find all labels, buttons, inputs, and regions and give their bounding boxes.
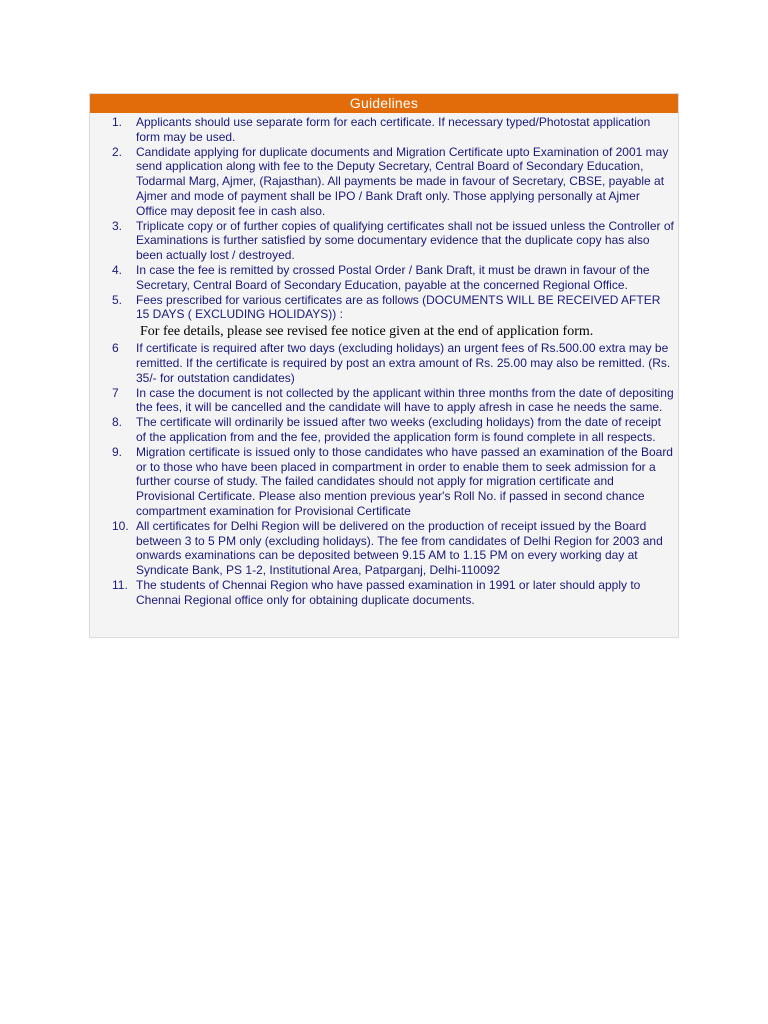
guideline-item-3	[90, 219, 678, 263]
guideline-text: Triplicate copy or of further copies of qualifying certificates shall not be issued unless the Controller of Examinations is further satisfied by some documentary evidence that the duplicate copy has also been actually lost / destroyed.	[136, 218, 674, 263]
guidelines-list	[90, 113, 678, 608]
guideline-item-6	[90, 341, 678, 385]
guideline-number: 7	[112, 385, 119, 400]
guideline-text: All certificates for Delhi Region will be delivered on the production of receipt issued by the Board between 3 to 5 PM only (excluding holidays). The fee from candidates of Delhi Region for 2003 and onwards examinations can be deposited between 9.15 AM to 1.15 PM on every working day at Syndicate Bank, PS 1-2, Institutional Area, Patparganj, Delhi-110092	[136, 518, 663, 578]
guideline-item-2	[90, 145, 678, 219]
guideline-text: In case the fee is remitted by crossed Postal Order / Bank Draft, it must be drawn in favour of the Secretary, Central Board of Secondary Education, payable at the concerned Regional Office.	[136, 262, 650, 292]
guideline-number: 8.	[112, 415, 123, 430]
guideline-item-4	[90, 263, 678, 293]
guideline-number: 10.	[112, 518, 129, 533]
guideline-text: Candidate applying for duplicate documents and Migration Certificate upto Examination of 2001 may send application along with fee to the Deputy Secretary, Central Board of Secondary Education, Todarmal Marg, Ajmer, (Rajasthan). All payments be made in favour of Secretary, CBSE, payable at Ajmer and mode of payment shall be IPO / Bank Draft only. Those applying personally at Ajmer Office may deposit fee in cash also.	[136, 144, 669, 218]
guidelines-panel	[89, 93, 679, 638]
fee-details-note: For fee details, please see revised fee notice given at the end of application form.	[140, 324, 594, 340]
guideline-number: 1.	[112, 115, 123, 129]
guideline-item-5	[90, 293, 678, 323]
guideline-item-10	[90, 519, 678, 578]
guideline-number: 6	[112, 341, 119, 356]
guideline-number: 9.	[112, 444, 123, 459]
guideline-text: Migration certificate is issued only to those candidates who have passed an examination of the Board or to those who have been placed in compartment in order to enable them to seek admission for a further course of study. The failed candidates should not apply for migration certificate and Provisional Certificate. Please also mention previous year's Roll No. if passed in second chance compartment examination for Provisional Certificate	[136, 444, 673, 518]
guideline-text: In case the document is not collected by the applicant within three months from the date of depositing the fees, it will be cancelled and the candidate will have to apply afresh in case he needs the same.	[136, 385, 674, 415]
guideline-item-7	[90, 386, 678, 416]
guideline-text: The certificate will ordinarily be issued after two weeks (excluding holidays) from the date of receipt of the application from and the fee, provided the application form is found complete in all respects.	[136, 415, 661, 444]
guideline-item-11	[90, 578, 678, 608]
guideline-item-1	[90, 115, 678, 145]
guideline-number: 3.	[112, 218, 123, 233]
guideline-number: 11.	[112, 577, 128, 592]
guideline-number: 5.	[112, 292, 123, 307]
guideline-text: The students of Chennai Region who have passed examination in 1991 or later should apply to Chennai Regional office only for obtaining duplicate documents.	[136, 577, 641, 607]
guideline-text: Fees prescribed for various certificates are as follows (DOCUMENTS WILL BE RECEIVED AFTER 15 DAYS ( EXCLUDING HOLIDAYS)) :	[136, 292, 661, 322]
guideline-item-8	[90, 415, 678, 445]
guideline-item-9	[90, 445, 678, 519]
guideline-number: 4.	[112, 262, 123, 277]
guideline-text: Applicants should use separate form for each certificate. If necessary typed/Photostat application form may be used.	[136, 115, 651, 144]
guideline-number: 2.	[112, 144, 123, 159]
guidelines-header: Guidelines	[90, 94, 678, 113]
guideline-text: If certificate is required after two days (excluding holidays) an urgent fees of Rs.500.00 extra may be remitted. If the certificate is required by post an extra amount of Rs. 25.00 may also be remitted. (Rs. 35/- for outstation candidates)	[136, 341, 671, 385]
